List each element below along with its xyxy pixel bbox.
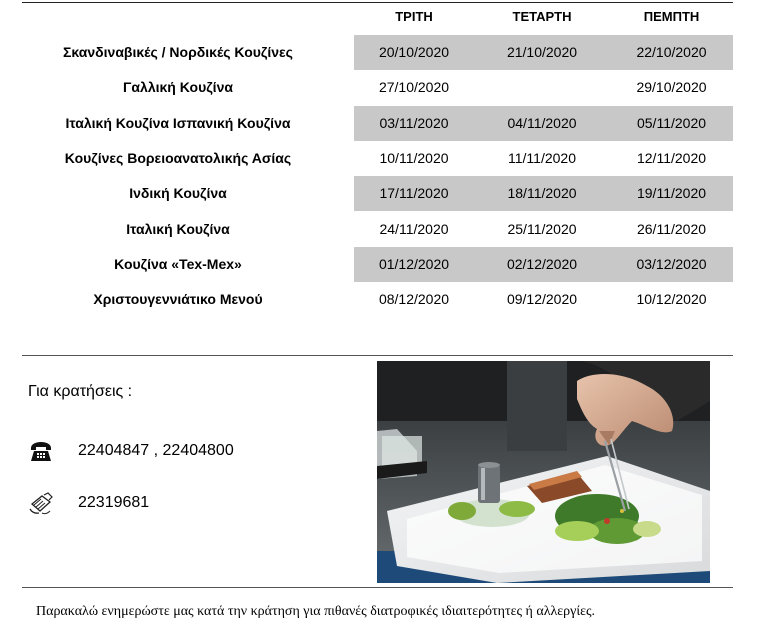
session-date: 24/11/2020 xyxy=(379,220,449,237)
fax-contact xyxy=(28,492,150,516)
schedule-row xyxy=(0,35,773,70)
phone-numbers: 22404847 , 22404800 xyxy=(78,442,234,459)
session-date: 11/11/2020 xyxy=(508,149,576,166)
header-wednesday: ΤΕΤΑΡΤΗ xyxy=(512,9,572,24)
session-date: 10/12/2020 xyxy=(636,291,707,308)
session-date: 12/11/2020 xyxy=(636,149,707,166)
schedule-row xyxy=(0,247,773,282)
session-date: 27/10/2020 xyxy=(378,79,450,96)
session-date: 18/11/2020 xyxy=(507,185,577,202)
session-date: 04/11/2020 xyxy=(507,114,577,131)
session-date: 25/11/2020 xyxy=(507,220,577,237)
bottom-divider xyxy=(22,587,733,588)
fax-icon xyxy=(28,492,54,516)
fax-number: 22319681 xyxy=(78,494,150,511)
cuisine-name: Κουζίνες Βορειοανατολικής Ασίας xyxy=(64,149,292,166)
header-thursday: ΠΕΜΠΤΗ xyxy=(643,9,700,24)
schedule-row xyxy=(0,141,773,176)
middle-divider xyxy=(22,355,733,356)
session-date xyxy=(474,70,610,105)
cuisine-name: Σκανδιναβικές / Νορδικές Κουζίνες xyxy=(63,44,293,60)
allergy-notice: Παρακαλώ ενημερώστε μας κατά την κράτηση για πιθανές διατροφικές ιδιαιτερότητες ή αλλεργίες. xyxy=(36,604,596,619)
cuisine-name: Γαλλική Κουζίνα xyxy=(123,79,233,96)
schedule-row xyxy=(0,212,773,247)
cuisine-name: Ιταλική Κουζίνα xyxy=(126,220,230,237)
telephone-icon xyxy=(28,440,54,464)
session-date: 09/12/2020 xyxy=(506,291,578,308)
schedule-row xyxy=(0,70,773,105)
session-date: 02/12/2020 xyxy=(506,255,578,272)
session-date: 22/10/2020 xyxy=(636,44,707,60)
session-date: 08/12/2020 xyxy=(378,291,450,308)
cuisine-name: Κουζίνα «Tex-Mex» xyxy=(114,255,242,272)
session-date: 10/11/2020 xyxy=(379,149,449,166)
session-date: 21/10/2020 xyxy=(506,44,578,60)
chef-plating-photo xyxy=(377,361,710,583)
schedule-row xyxy=(0,106,773,141)
session-date: 20/10/2020 xyxy=(378,44,450,60)
session-date: 05/11/2020 xyxy=(636,114,707,131)
header-tuesday: ΤΡΙΤΗ xyxy=(395,9,433,24)
cuisine-name: Ινδική Κουζίνα xyxy=(129,185,227,202)
reservations-title: Για κρατήσεις : xyxy=(28,383,133,400)
cuisine-name: Χριστουγεννιάτικο Μενού xyxy=(93,291,263,308)
session-date: 26/11/2020 xyxy=(636,220,707,237)
session-date: 19/11/2020 xyxy=(636,185,707,202)
session-date: 03/11/2020 xyxy=(379,114,449,131)
session-date: 01/12/2020 xyxy=(378,255,450,272)
cuisine-name: Ιταλική Κουζίνα Ισπανική Κουζίνα xyxy=(65,114,291,131)
session-date: 03/12/2020 xyxy=(636,255,707,272)
schedule-row xyxy=(0,176,773,211)
top-divider xyxy=(22,2,733,3)
session-date: 29/10/2020 xyxy=(636,79,707,96)
session-date: 17/11/2020 xyxy=(379,185,449,202)
schedule-row xyxy=(0,282,773,317)
phone-contact xyxy=(28,440,234,464)
